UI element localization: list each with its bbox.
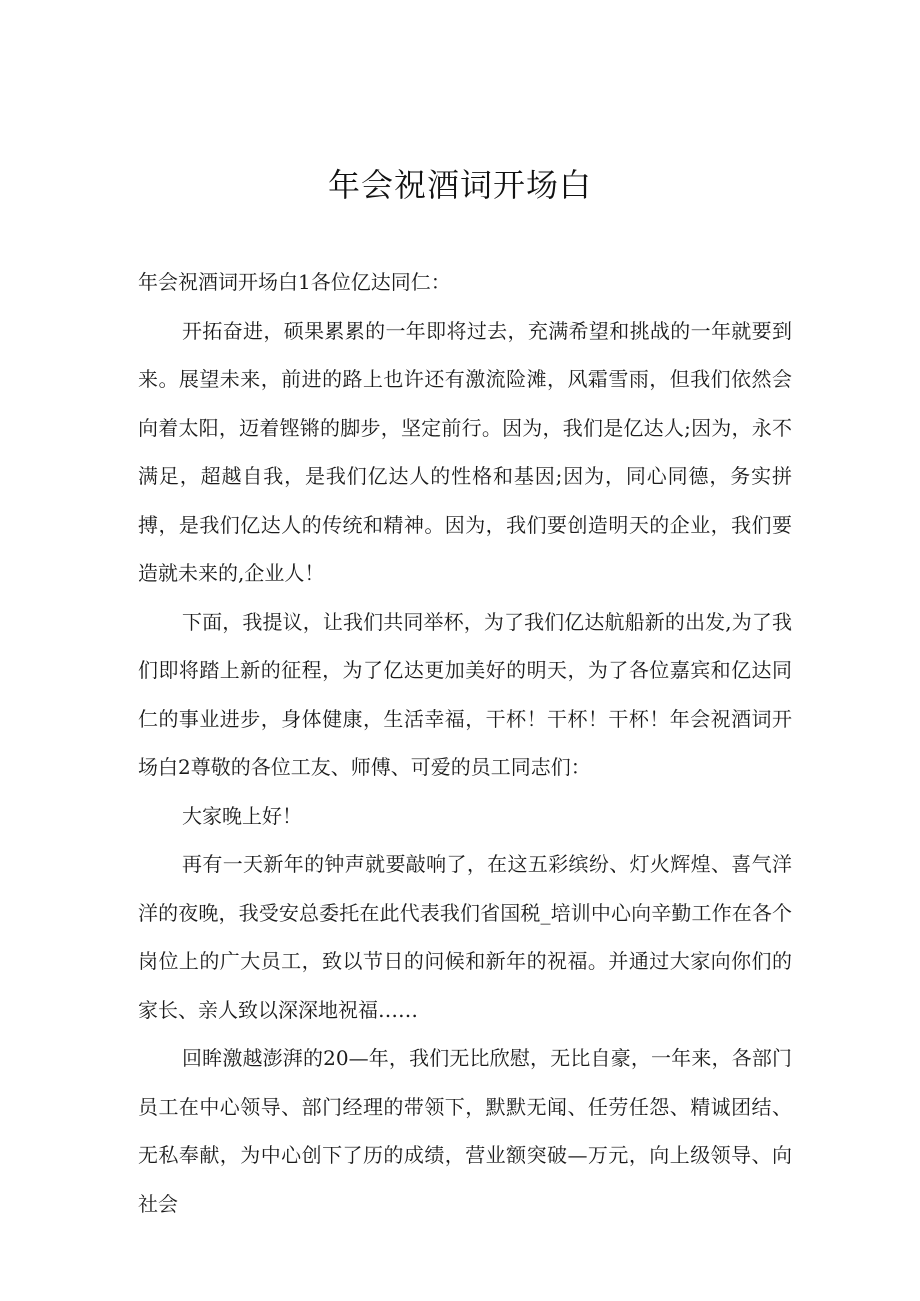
paragraph: 回眸激越澎湃的20—年，我们无比欣慰，无比自豪，一年来，各部门员工在中心领导、部门经理的带领下，默默无闻、任劳任怨、精诚团结、无私奉献，为中心创下了历的成绩，营业额突破—万元，向上级领导、向社会 bbox=[138, 1046, 792, 1216]
paragraph: 再有一天新年的钟声就要敲响了，在这五彩缤纷、灯火辉煌、喜气洋洋的夜晚，我受安总委托在此代表我们省国税_培训中心向辛勤工作在各个岗位上的广大员工，致以节日的问候和新年的祝福。并通过大家向你们的家长、亲人致以深深地祝福…… bbox=[138, 852, 792, 1022]
paragraph: 年会祝酒词开场白1各位亿达同仁： bbox=[138, 270, 451, 294]
paragraph: 下面，我提议，让我们共同举杯，为了我们亿达航船新的出发,为了我们即将踏上新的征程，为了亿达更加美好的明天，为了各位嘉宾和亿达同仁的事业进步，身体健康，生活幸福，干杯！干杯！干杯！年会祝酒词开场白2尊敬的各位工友、师傅、可爱的员工同志们： bbox=[138, 609, 792, 779]
document-title: 年会祝酒词开场白 bbox=[327, 166, 592, 204]
document-body bbox=[138, 258, 792, 1228]
paragraph: 大家晚上好！ bbox=[182, 803, 302, 828]
paragraph: 开拓奋进，硕果累累的一年即将过去，充满希望和挑战的一年就要到来。展望未来，前进的路上也许还有激流险滩，风霜雪雨，但我们依然会向着太阳，迈着铿锵的脚步，坚定前行。因为，我们是亿达人;因为，永不满足，超越自我，是我们亿达人的性格和基因;因为，同心同德，务实拼搏，是我们亿达人的传统和精神。因为，我们要创造明天的企业，我们要造就未来的,企业人！ bbox=[138, 318, 792, 585]
